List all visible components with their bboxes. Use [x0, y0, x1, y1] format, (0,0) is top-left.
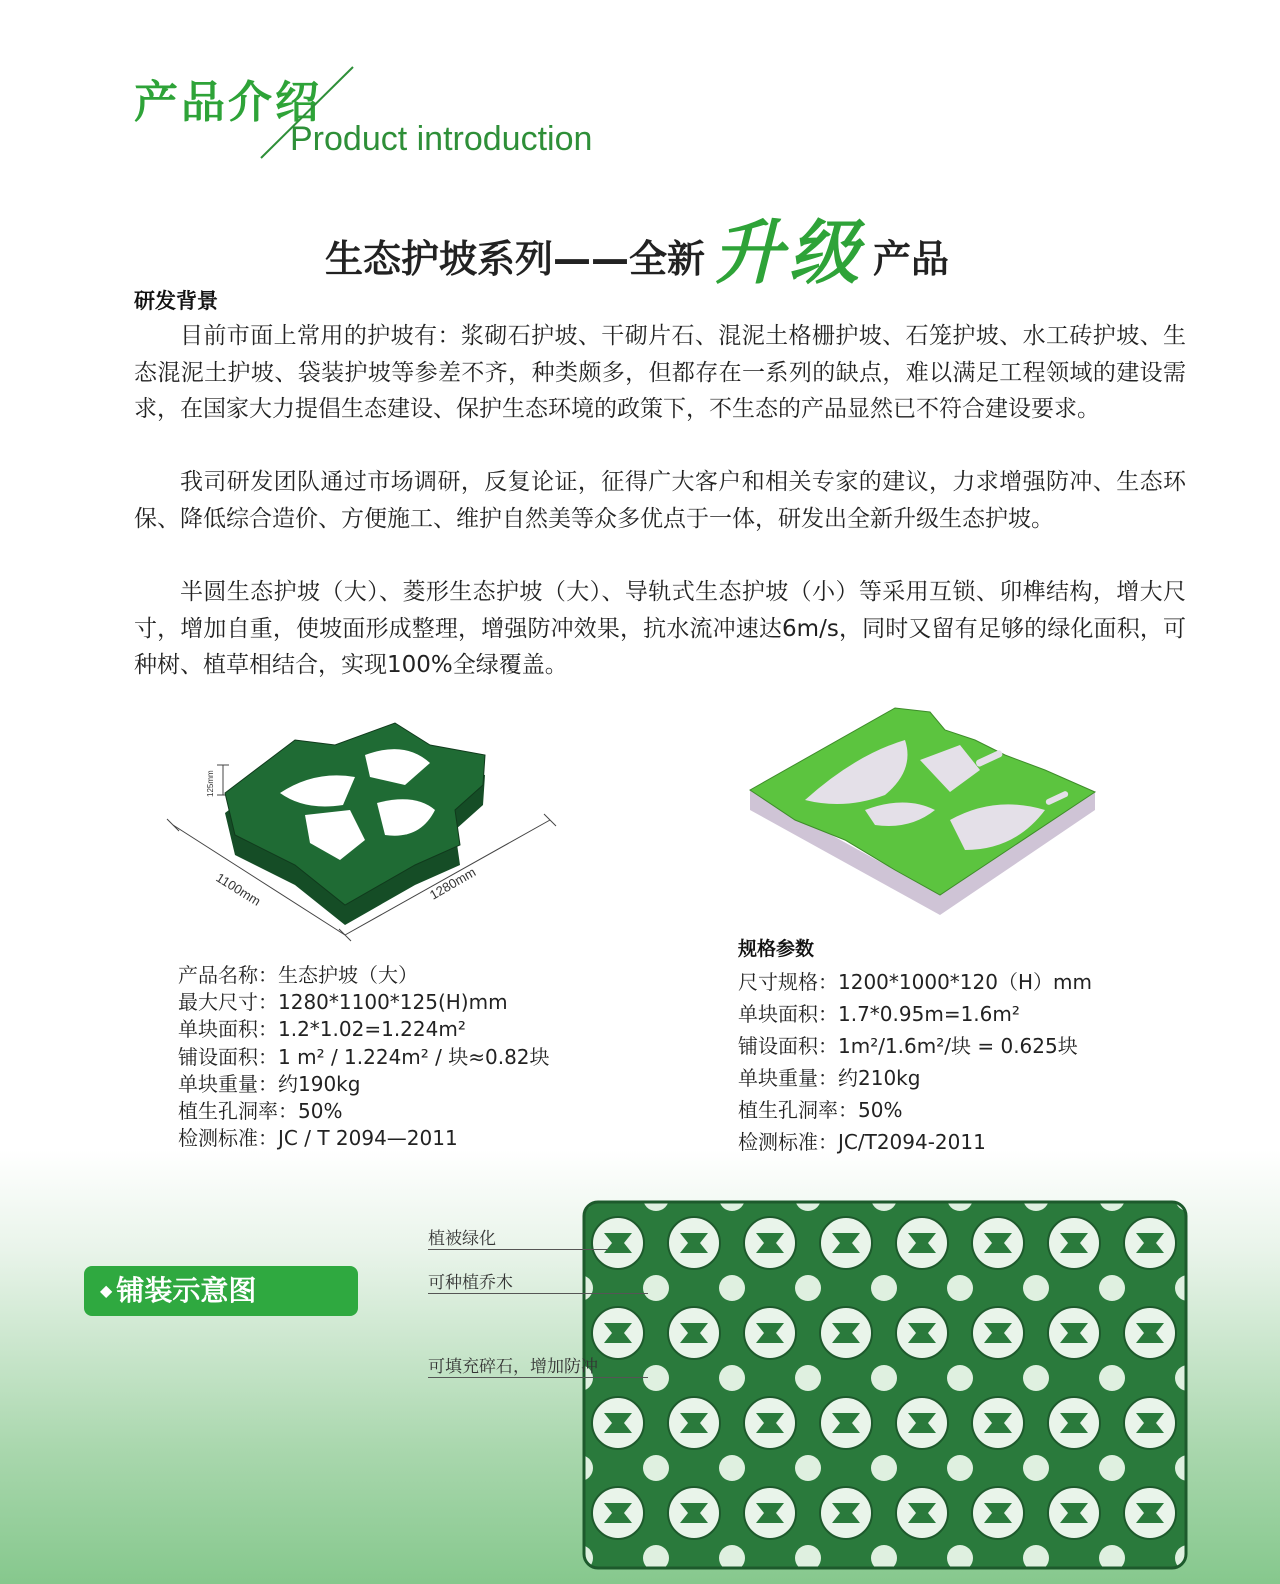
callout-gravel: 可填充碎石，增加防冲	[428, 1357, 598, 1377]
dim-length-label: 1280mm	[427, 864, 479, 903]
spec-line: 单块重量：约190kg	[178, 1071, 361, 1096]
product-right-spec-title: 规格参数	[738, 938, 815, 960]
callout-line	[428, 1293, 648, 1294]
page-title-en: Product introduction	[290, 120, 593, 158]
headline-suffix: 产品	[873, 237, 950, 281]
product-right-specs	[738, 966, 1092, 1158]
page-title-cn: 产品介绍	[134, 77, 322, 128]
spec-line: 单块面积：1.2*1.02=1.224m²	[178, 1017, 466, 1042]
spec-line: 铺设面积：1m²/1.6m²/块 = 0.625块	[738, 1034, 1078, 1058]
headline-prefix: 生态护坡系列——全新	[325, 237, 706, 281]
callout-trees: 可种植乔木	[428, 1273, 513, 1293]
paragraph-1: 目前市面上常用的护坡有：浆砌石护坡、干砌片石、混泥土格栅护坡、石笼护坡、水工砖护坡、生态混泥土护坡、袋装护坡等参差不齐，种类颇多，但都存在一系列的缺点，难以满足工程领域的建设需求，在国家大力提倡生态建设、保护生态环境的政策下，不生态的产品显然已不符合建设要求。	[134, 323, 1186, 422]
spec-line: 单块面积：1.7*0.95m=1.6m²	[738, 1002, 1020, 1026]
section-title-background: 研发背景	[134, 289, 218, 313]
spec-line: 检测标准：JC/T2094-2011	[738, 1130, 986, 1154]
callout-line	[428, 1377, 648, 1378]
product-right-illustration	[745, 700, 1105, 925]
paving-grid-illustration	[580, 1198, 1190, 1573]
spec-line: 最大尺寸：1280*1100*125(H)mm	[178, 990, 508, 1015]
spec-line: 植生孔洞率：50%	[178, 1099, 343, 1124]
product-left-illustration	[165, 715, 565, 950]
paragraph-3: 半圆生态护坡（大）、菱形生态护坡（大）、导轨式生态护坡（小）等采用互锁、卯榫结构，增大尺寸，增加自重，使坡面形成整理，增强防冲效果，抗水流冲速达6m/s，同时又留有足够的绿化面积，可种树、植草相结合，实现100%全绿覆盖。	[134, 579, 1186, 678]
paragraph-2: 我司研发团队通过市场调研，反复论证，征得广大客户和相关专家的建议，力求增强防冲、生态环保、降低综合造价、方便施工、维护自然美等众多优点于一体，研发出全新升级生态护坡。	[134, 469, 1186, 532]
spec-line: 铺设面积：1 m² / 1.224m² / 块≈0.82块	[178, 1044, 550, 1069]
spec-line: 产品名称：生态护坡（大）	[178, 963, 418, 987]
paving-badge-label: 铺装示意图	[116, 1274, 257, 1307]
spec-line: 植生孔洞率：50%	[738, 1098, 903, 1122]
headline-highlight: 升级	[713, 211, 866, 294]
dim-width-label: 1100mm	[213, 869, 264, 909]
spec-line: 单块重量：约210kg	[738, 1066, 921, 1090]
dim-height-label: 125mm	[206, 770, 215, 797]
callout-line	[428, 1249, 608, 1250]
spec-line: 检测标准：JC / T 2094—2011	[178, 1126, 458, 1151]
paving-diagram-badge	[84, 1266, 358, 1316]
diamond-bullet-icon: ◆	[100, 1281, 113, 1300]
callout-vegetation: 植被绿化	[428, 1229, 496, 1249]
headline	[325, 205, 949, 306]
spec-line: 尺寸规格：1200*1000*120（H）mm	[738, 970, 1092, 994]
product-left-specs	[178, 962, 550, 1152]
